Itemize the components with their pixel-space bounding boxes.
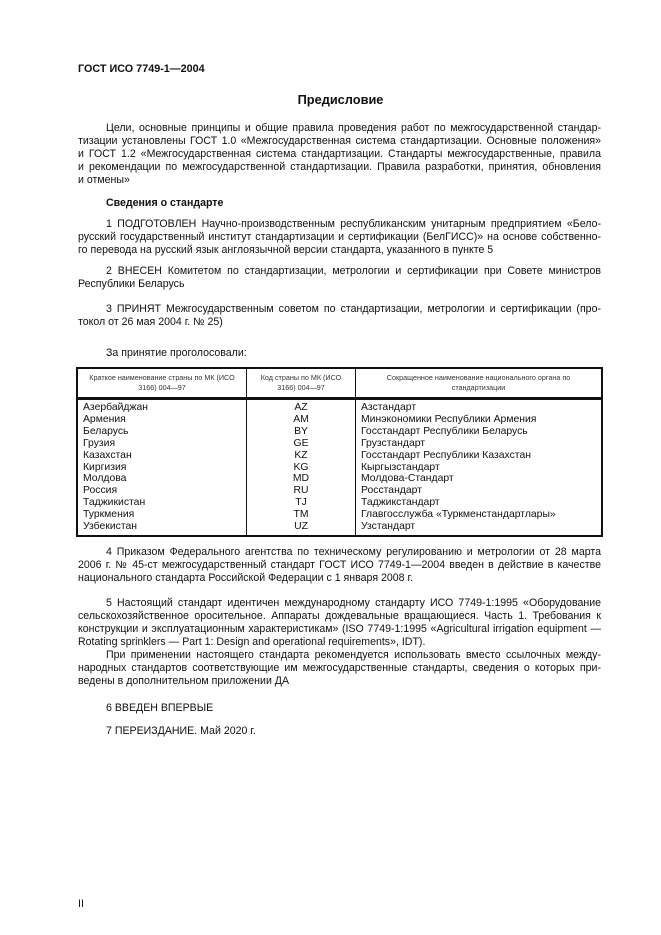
code-cell: TJ: [247, 497, 356, 509]
standards-body-cell: Госстандарт Республики Казахстан: [356, 450, 603, 462]
table-row: [77, 485, 602, 497]
code-cell: RU: [247, 485, 356, 497]
country-cell: Россия: [77, 485, 247, 497]
table-row: [77, 450, 602, 462]
table-row: [77, 497, 602, 509]
table-row: [77, 473, 602, 485]
country-cell: Армения: [77, 414, 247, 426]
text-line: При применении настоящего стандарта рекомендуется использовать вместо ссылочных между-: [106, 649, 601, 661]
code-cell: MD: [247, 473, 356, 485]
table-row: [77, 438, 602, 450]
item-6-paragraph: [78, 702, 601, 715]
standards-body-cell: Узстандарт: [356, 521, 603, 536]
document-id-header: ГОСТ ИСО 7749-1—2004: [78, 63, 205, 75]
standards-body-cell: Главгосслужба «Туркменстандартлары»: [356, 509, 603, 521]
text-line: 5 Настоящий стандарт идентичен международному стандарту ИСО 7749-1:1995 «Оборудование: [106, 597, 601, 609]
text-line: 2006 г. № 45-ст межгосударственный стандарт ГОСТ ИСО 7749-1—2004 введен в действие в качестве: [78, 559, 601, 571]
table-row: [77, 521, 602, 536]
standards-body-cell: Грузстандарт: [356, 438, 603, 450]
code-cell: GE: [247, 438, 356, 450]
item-5-note-paragraph: [78, 649, 601, 688]
intro-paragraph: [78, 122, 601, 187]
text-line: 6 ВВЕДЕН ВПЕРВЫЕ: [106, 702, 214, 714]
standards-body-cell: Госстандарт Республики Беларусь: [356, 426, 603, 438]
column-header-standards-body: Сокращенное наименование национального органа по стандартизации: [356, 368, 603, 399]
text-line: сельскохозяйственное оросительное. Аппараты дождевальные вращающиеся. Часть 1. Требования к: [78, 610, 601, 622]
country-cell: Таджикистан: [77, 497, 247, 509]
page-title: Предисловие: [297, 92, 384, 107]
standards-body-cell: Минэкономики Республики Армения: [356, 414, 603, 426]
code-cell: BY: [247, 426, 356, 438]
country-cell: Молдова: [77, 473, 247, 485]
table-header-row: [77, 368, 602, 399]
text-line: 4 Приказом Федерального агентства по техническому регулированию и метрологии от 28 марта: [106, 546, 601, 558]
country-cell: Казахстан: [77, 450, 247, 462]
code-cell: TM: [247, 509, 356, 521]
text-line: и отмены»: [78, 174, 130, 186]
item-2-paragraph: [78, 265, 601, 291]
section-heading: Сведения о стандарте: [106, 197, 224, 209]
standards-body-cell: Кыргызстандарт: [356, 462, 603, 474]
text-line: русский государственный институт стандартизации и сертификации (БелГИСС)» на основе собственно-: [78, 231, 601, 243]
table-row: [77, 414, 602, 426]
text-line: Цели, основные принципы и общие правила проведения работ по межгосударственной стандар-: [106, 122, 601, 134]
table-row: [77, 509, 602, 521]
item-1-paragraph: [78, 218, 601, 257]
text-line: конструкции и эксплуатационным характеристикам» (ISO 7749-1:1995 «Agricultural irrigation equipment —: [78, 623, 601, 635]
text-line: тизации установлены ГОСТ 1.0 «Межгосударственная система стандартизации. Основные положения»: [78, 135, 601, 147]
standards-body-cell: Молдова-Стандарт: [356, 473, 603, 485]
code-cell: KG: [247, 462, 356, 474]
text-line: 7 ПЕРЕИЗДАНИЕ. Май 2020 г.: [106, 725, 256, 737]
code-cell: AM: [247, 414, 356, 426]
country-cell: Азербайджан: [77, 399, 247, 414]
standards-body-cell: Таджикстандарт: [356, 497, 603, 509]
voted-label: За принятие проголосовали:: [106, 347, 247, 359]
text-line: Республики Беларусь: [78, 278, 185, 290]
standards-body-cell: Азстандарт: [356, 399, 603, 414]
text-line: токол от 26 мая 2004 г. № 25): [78, 316, 223, 328]
text-line: 3 ПРИНЯТ Межгосударственным советом по стандартизации, метрологии и сертификации (про-: [106, 303, 601, 315]
column-header-code: Код страны по МК (ИСО 3166) 004—97: [247, 368, 356, 399]
column-header-country: Краткое наименование страны по МК (ИСО 3166) 004—97: [77, 368, 247, 399]
country-cell: Туркмения: [77, 509, 247, 521]
country-cell: Киргизия: [77, 462, 247, 474]
code-cell: AZ: [247, 399, 356, 414]
code-cell: UZ: [247, 521, 356, 536]
code-cell: KZ: [247, 450, 356, 462]
country-cell: Беларусь: [77, 426, 247, 438]
country-cell: Узбекистан: [77, 521, 247, 536]
item-3-paragraph: [78, 303, 601, 329]
item-4-paragraph: [78, 546, 601, 585]
text-line: национального стандарта Российской Федерации с 1 января 2008 г.: [78, 572, 414, 584]
text-line: 1 ПОДГОТОВЛЕН Научно-производственным республиканским унитарным предприятием «Бело-: [106, 218, 601, 230]
table-row: [77, 426, 602, 438]
text-line: народных стандартов соответствующие им межгосударственные стандарты, сведения о которых при-: [78, 662, 601, 674]
text-line: го перевода на русский язык англоязычной версии стандарта, указанного в пункте 5: [78, 244, 494, 256]
country-cell: Грузия: [77, 438, 247, 450]
text-line: 2 ВНЕСЕН Комитетом по стандартизации, метрологии и сертификации при Совете министров: [106, 265, 601, 277]
item-5-paragraph: [78, 597, 601, 649]
page-number: II: [78, 898, 84, 910]
table-row: [77, 462, 602, 474]
text-line: Rotating sprinklers — Part 1: Design and operational requirements», IDT).: [78, 636, 426, 648]
text-line: и ГОСТ 1.2 «Межгосударственная система стандартизации. Стандарты межгосударственные, правила: [78, 148, 601, 160]
text-line: и рекомендации по межгосударственной стандартизации. Правила разработки, принятия, обновления: [78, 161, 601, 173]
table-row: [77, 399, 602, 414]
voting-countries-table: [76, 367, 603, 537]
text-line: ведены в дополнительном приложении ДА: [78, 675, 290, 687]
item-7-paragraph: [78, 725, 601, 738]
standards-body-cell: Росстандарт: [356, 485, 603, 497]
